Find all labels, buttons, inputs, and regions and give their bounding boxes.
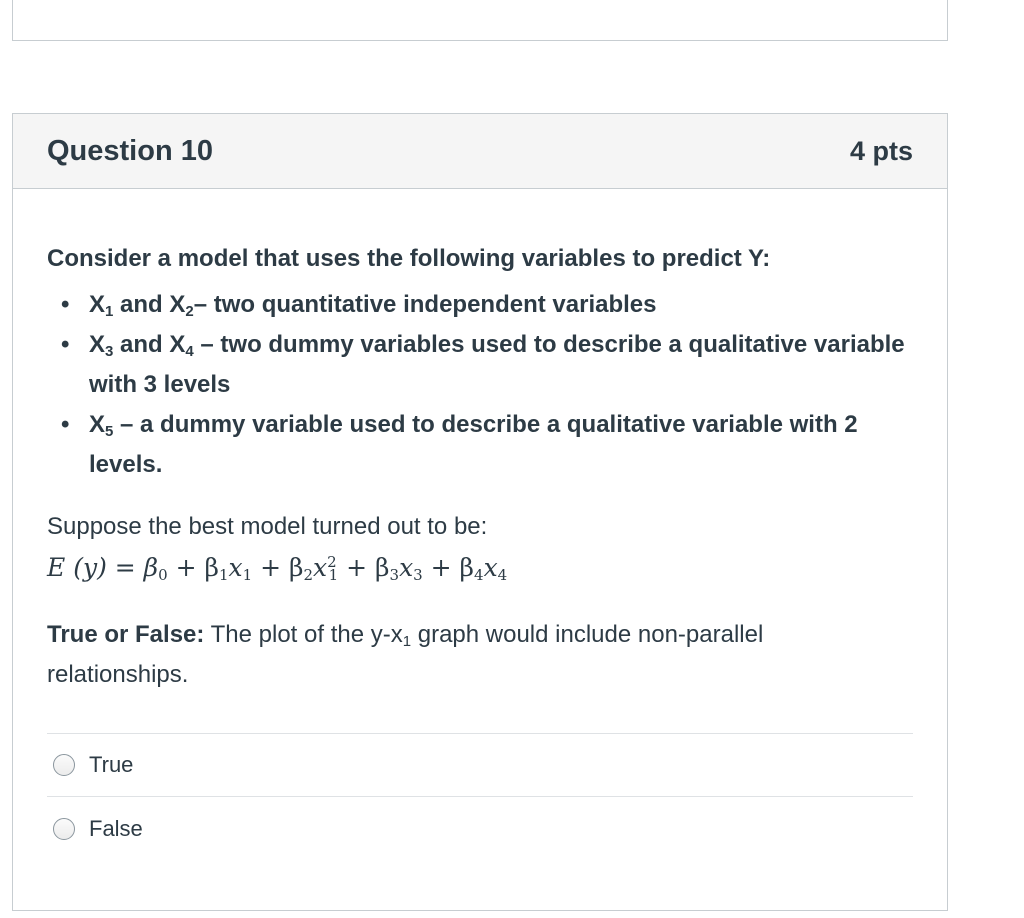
question-body bbox=[13, 189, 947, 860]
variable-list bbox=[47, 285, 913, 485]
true-false-prompt: True or False: The plot of the $y-x_1$ graph would include non-parallel relationships. bbox=[47, 621, 764, 688]
previous-question-box bbox=[12, 0, 948, 41]
list-item: • $X_1$ and $X_2-$ two quantitative independent variables bbox=[89, 285, 913, 325]
bullet-icon: • bbox=[61, 331, 70, 358]
question-title: Question 10 bbox=[47, 134, 213, 167]
bullet-icon: • bbox=[61, 291, 70, 318]
true-radio[interactable] bbox=[53, 754, 75, 776]
answer-option-false[interactable] bbox=[47, 797, 913, 860]
list-item: • $X_5$ – a dummy variable used to describe a qualitative variable with 2 levels. bbox=[89, 405, 913, 485]
answer-label[interactable]: False bbox=[89, 815, 143, 841]
answer-options bbox=[47, 733, 913, 860]
true-false-label: True or False: bbox=[47, 621, 205, 648]
bullet-icon: • bbox=[61, 411, 70, 438]
question-points: 4 pts bbox=[849, 135, 913, 166]
answer-label[interactable]: True bbox=[89, 752, 134, 777]
question-intro: Consider a model that uses the following variables to predict Y: bbox=[47, 245, 771, 272]
question-header bbox=[13, 114, 947, 189]
model-statement: Suppose the best model turned out to be: bbox=[47, 513, 488, 540]
false-radio[interactable] bbox=[53, 818, 75, 840]
list-item: • $X_3$ and $X_4$ – two dummy variables used to describe a qualitative variable with 3 levels bbox=[89, 325, 913, 405]
model-equation: E $(y) = \beta_0 + \beta_1x_1 + \beta_2x^2_1 + \beta_3x_3 + \beta_4x_4$ bbox=[47, 553, 508, 584]
answer-option-true[interactable] bbox=[47, 734, 913, 797]
question-card bbox=[12, 113, 948, 911]
